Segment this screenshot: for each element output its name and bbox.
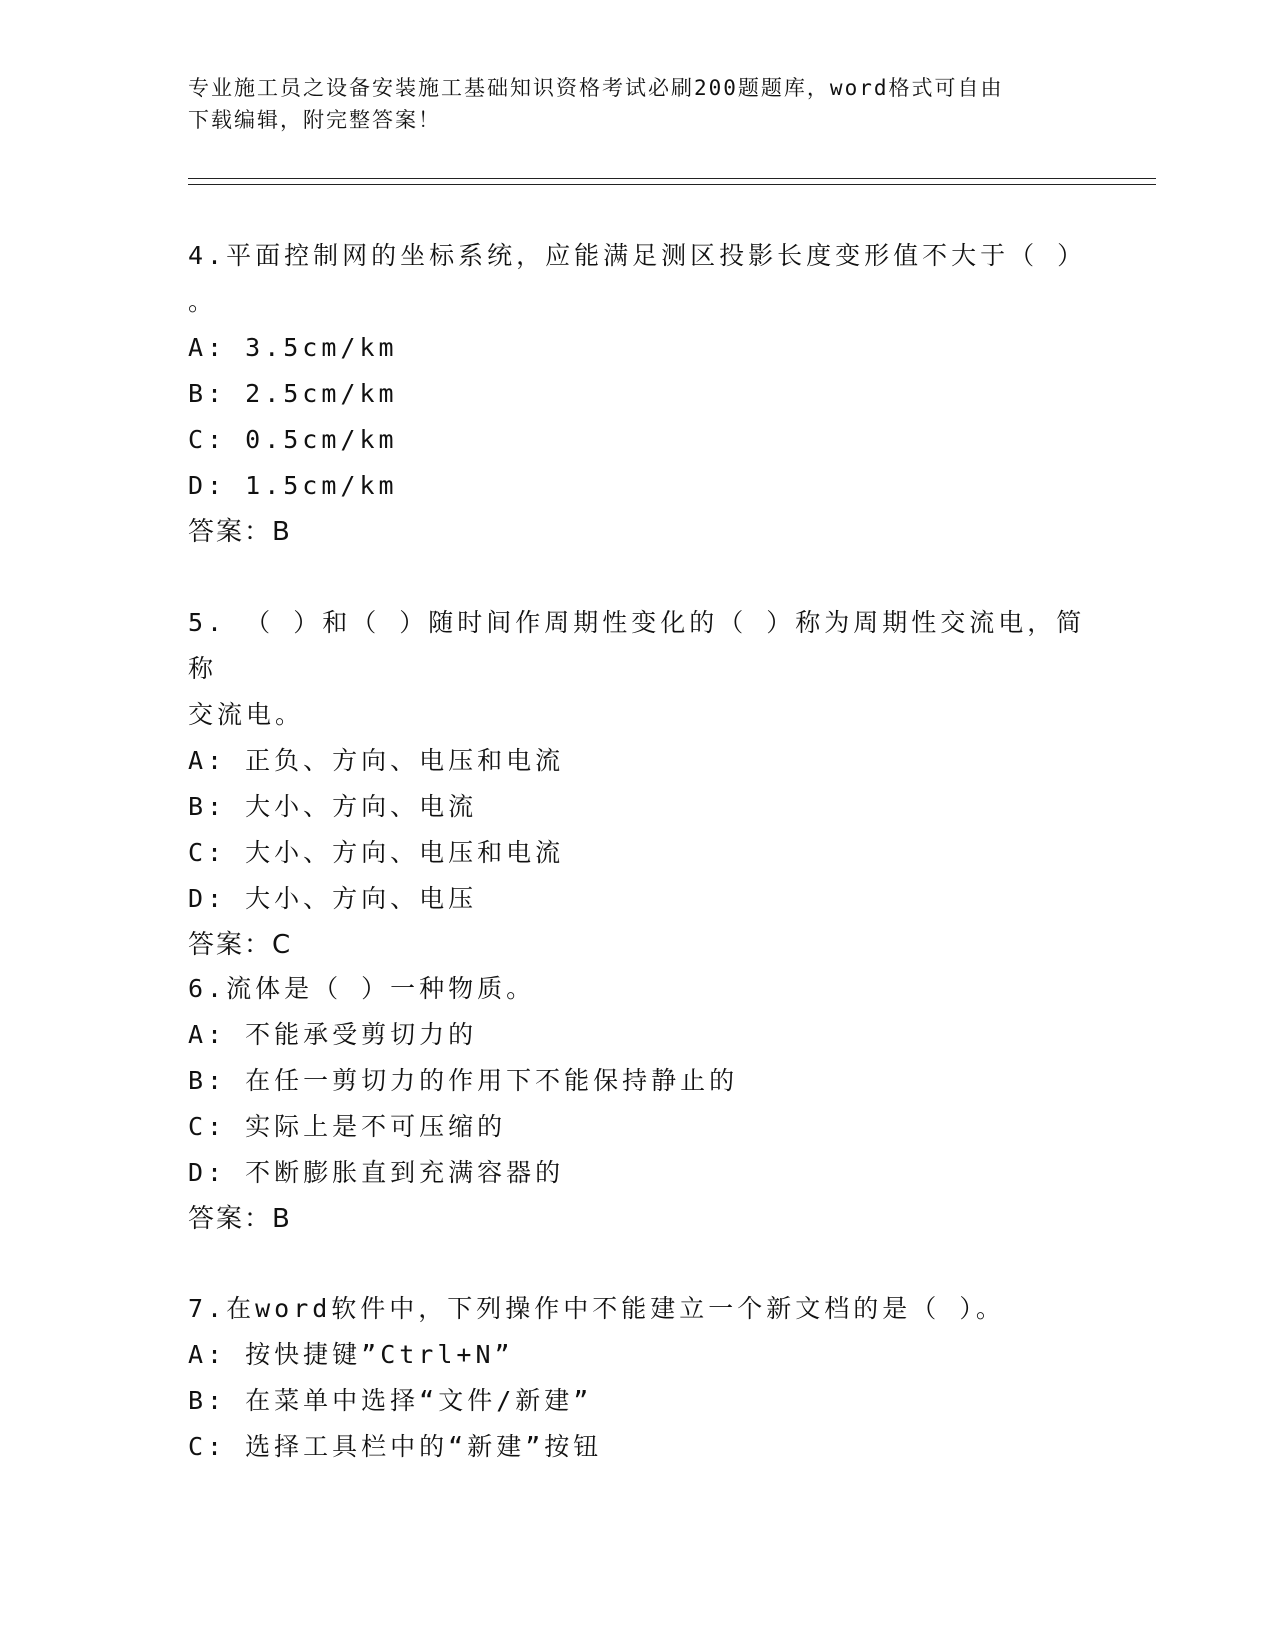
option-a: A: 按快捷键”Ctrl+N” (188, 1340, 514, 1369)
option-b: B: 在任一剪切力的作用下不能保持静止的 (188, 1066, 739, 1095)
option-b: B: 2.5cm/km (188, 379, 398, 408)
answer-label: 答案：C (188, 930, 293, 960)
option-c: C: 实际上是不可压缩的 (188, 1112, 507, 1141)
option-c: C: 0.5cm/km (188, 425, 398, 454)
option-d: D: 1.5cm/km (188, 471, 398, 500)
question-stem-continuation: 交流电。 (188, 700, 305, 729)
header-divider-top (188, 178, 1156, 179)
question-stem-continuation: 。 (188, 287, 218, 316)
header-divider-bottom (188, 184, 1156, 185)
option-a: A: 不能承受剪切力的 (188, 1020, 478, 1049)
header-line-2: 下载编辑，附完整答案！ (188, 108, 441, 132)
question-stem: 6.流体是（ ）一种物质。 (188, 974, 536, 1003)
option-b: B: 大小、方向、电流 (188, 792, 478, 821)
answer-label: 答案：B (188, 1204, 292, 1234)
question-6 (188, 966, 1088, 1242)
option-c: C: 选择工具栏中的“新建”按钮 (188, 1432, 603, 1461)
option-d: D: 不断膨胀直到充满容器的 (188, 1158, 565, 1187)
option-d: D: 大小、方向、电压 (188, 884, 478, 913)
option-a: A: 正负、方向、电压和电流 (188, 746, 565, 775)
answer-label: 答案：B (188, 517, 292, 547)
option-b: B: 在菜单中选择“文件/新建” (188, 1386, 593, 1415)
document-header (188, 72, 1088, 136)
question-7 (188, 1286, 1088, 1470)
option-a: A: 3.5cm/km (188, 333, 398, 362)
question-5 (188, 600, 1088, 968)
question-stem: 5. （ ）和（ ）随时间作周期性变化的（ ）称为周期性交流电，简称 (188, 608, 1086, 683)
question-stem: 4.平面控制网的坐标系统，应能满足测区投影长度变形值不大于（ ） (188, 241, 1087, 270)
option-c: C: 大小、方向、电压和电流 (188, 838, 565, 867)
header-line-1: 专业施工员之设备安装施工基础知识资格考试必刷200题题库，word格式可自由 (188, 76, 1004, 100)
question-4 (188, 233, 1088, 555)
question-stem: 7.在word软件中，下列操作中不能建立一个新文档的是（ ）。 (188, 1294, 1005, 1323)
